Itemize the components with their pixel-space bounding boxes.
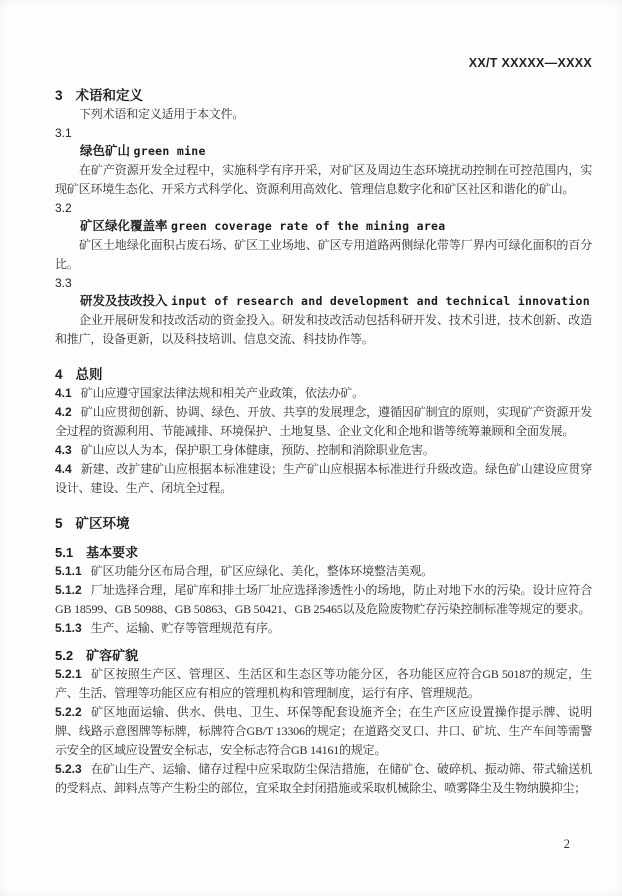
clause-number: 4.3: [55, 443, 72, 457]
clause-number: 5.1.3: [55, 621, 82, 635]
clause-text: 生产、运输、贮存等管理规范有序。: [90, 621, 280, 635]
term-name-en: green coverage rate of the mining area: [171, 219, 446, 233]
term-name: [55, 142, 592, 161]
section-4-heading: [55, 365, 592, 384]
clause-text: 矿区功能分区布局合理，矿区应绿化、美化，整体环境整洁美观。: [90, 564, 433, 578]
clause-text: 厂址选择合理，尾矿库和排土场厂址应选择渗透性小的场地，防止对地下水的污染。设计应符合GB 18599、GB 50988、GB 50863、GB 50421、GB 25465以及危险废物贮存污染控制标准等规定的要求。: [55, 583, 592, 616]
section-number: 5: [55, 516, 63, 531]
term-definition: 矿区土地绿化面积占废石场、矿区工业场地、矿区专用道路两侧绿化带等厂界内可绿化面积的百分比。: [55, 238, 592, 271]
section-title: 术语和定义: [75, 88, 144, 103]
section-5-heading: [55, 514, 592, 533]
clause-text: 矿区地面运输、供水、供电、卫生、环保等配套设施齐全；在生产区应设置操作提示牌、说明牌、线路示意图牌等标牌，标牌符合GB/T 13306的规定；在道路交叉口、井口、矿坑、生产车间等需警示安全的区域应设置安全标志，安全标志符合GB 14161的规定。: [55, 705, 592, 757]
term-name-zh: 绿色矿山: [80, 144, 131, 158]
clause-text: 矿区按照生产区、管理区、生活区和生态区等功能分区，各功能区应符合GB 50187的规定，生产、生活、管理等功能区应有相应的管理机构和管理制度，运行有序、管理规范。: [55, 667, 592, 700]
term-definition: 企业开展研发和技改活动的资金投入。研发和技改活动包括科研开发、技术引进，技术创新、改造和推广，设备更新，以及科技培训、信息交流、科技协作等。: [55, 313, 592, 346]
clause-number: 5.2.1: [55, 667, 82, 681]
clause-5-2-2: [55, 703, 592, 760]
clause-text: 新建、改扩建矿山应根据本标准建设；生产矿山应根据本标准进行升级改造。绿色矿山建设应贯穿设计、建设、生产、闭坑全过程。: [55, 462, 592, 495]
clause-text: 在矿山生产、运输、储存过程中应采取防尘保洁措施，在储矿仓、破碎机、振动筛、带式输送机的受料点、卸料点等产生粉尘的部位，宜采取全封闭措施或采取机械除尘、喷雾降尘及生物纳膜抑尘；: [55, 762, 592, 795]
clause-text: 矿山应以人为本，保护职工身体健康，预防、控制和消除职业危害。: [80, 443, 435, 457]
clause-5-2-1: [55, 665, 592, 703]
subsection-title: 基本要求: [86, 545, 139, 560]
term-name: [55, 217, 592, 236]
clause-4-1: [55, 384, 592, 403]
standard-number: XX/T XXXXX—XXXX: [468, 56, 592, 70]
subsection-5-1-heading: [55, 543, 592, 562]
term-entry-number: 3.2: [55, 201, 72, 215]
clause-text: 矿山应遵守国家法律法规和相关产业政策，依法办矿。: [80, 386, 364, 400]
clause-number: 5.1.2: [55, 583, 82, 597]
subsection-number: 5.2: [55, 648, 74, 663]
subsection-5-2-heading: [55, 646, 592, 665]
clause-4-3: [55, 441, 592, 460]
subsection-title: 矿容矿貌: [86, 648, 139, 663]
clause-text: 矿山应贯彻创新、协调、绿色、开放、共享的发展理念，遵循因矿制宜的原则，实现矿产资源开发全过程的资源利用、节能减排、环境保护、土地复垦、企业文化和企地和谐等统筹兼顾和全面发展。: [55, 405, 592, 438]
page-number: 2: [563, 837, 570, 851]
clause-5-1-3: [55, 619, 592, 638]
clause-4-4: [55, 460, 592, 498]
section-title: 矿区环境: [75, 516, 130, 531]
term-definition: 在矿产资源开发全过程中，实施科学有序开采，对矿区及周边生态环境扰动控制在可控范围内，实现矿区环境生态化、开采方式科学化、资源利用高效化、管理信息数字化和矿区社区和谐化的矿山。: [55, 163, 592, 196]
subsection-number: 5.1: [55, 545, 74, 560]
terms-intro: 下列术语和定义适用于本文件。: [79, 107, 245, 121]
term-name-zh: 研发及技改投入: [80, 294, 168, 308]
section-3-heading: [55, 86, 592, 105]
section-number: 3: [55, 88, 63, 103]
clause-number: 5.2.2: [55, 705, 82, 719]
section-number: 4: [55, 367, 63, 382]
term-name-zh: 矿区绿化覆盖率: [80, 219, 168, 233]
clause-4-2: [55, 403, 592, 441]
clause-5-2-3: [55, 760, 592, 798]
term-entry-number: 3.1: [55, 126, 72, 140]
term-name-en: green mine: [133, 144, 206, 158]
section-title: 总则: [75, 367, 103, 382]
clause-number: 4.1: [55, 386, 72, 400]
term-name: [55, 292, 592, 311]
clause-5-1-1: [55, 562, 592, 581]
clause-number: 4.4: [55, 462, 72, 476]
document-header: [55, 56, 592, 70]
clause-number: 5.2.3: [55, 762, 82, 776]
term-entry-number: 3.3: [55, 276, 72, 290]
term-name-en: input of research and development and technical innovation: [171, 294, 590, 308]
clause-number: 5.1.1: [55, 564, 82, 578]
clause-5-1-2: [55, 581, 592, 619]
clause-number: 4.2: [55, 405, 72, 419]
